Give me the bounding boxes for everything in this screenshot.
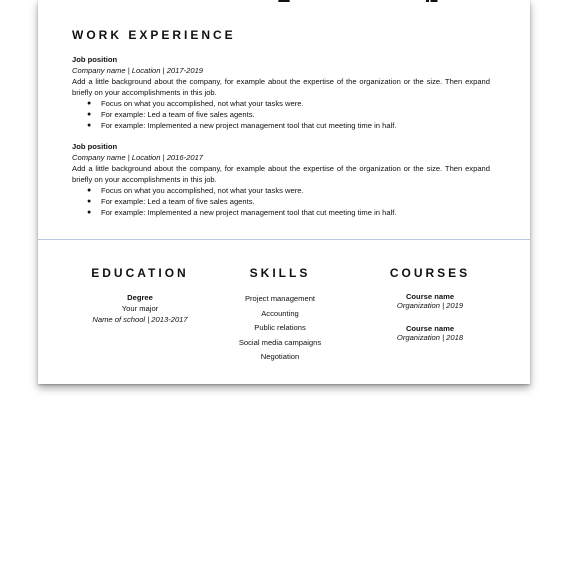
- contact-icons-row: [38, 0, 530, 6]
- course-org: Organization | 2019: [396, 301, 464, 310]
- course-org: Organization | 2018: [396, 333, 464, 342]
- bullet-item: ● For example: Implemented a new project management tool that cut meeting time in half.: [87, 121, 397, 130]
- education-heading: EDUCATION: [91, 266, 189, 280]
- bullet-item: ● For example: Implemented a new project management tool that cut meeting time in half.: [87, 208, 397, 217]
- phone-icon: [167, 0, 179, 4]
- skill-item: Public relations: [254, 323, 306, 332]
- bullet-item: ● Focus on what you accomplished, not what your tasks were.: [87, 99, 304, 108]
- bullet-item: ● Focus on what you accomplished, not what your tasks were.: [87, 186, 304, 195]
- job-description: Add a little background about the company, for example about the expertise of the organization or the size. Then expand briefly on your accomplishments in this job.: [72, 77, 490, 97]
- course-name: Course name: [405, 324, 455, 333]
- skill-item: Negotiation: [260, 352, 300, 361]
- education-degree: Degree: [127, 293, 153, 302]
- courses-section: [348, 266, 512, 356]
- skill-item: Project management: [244, 294, 316, 303]
- job-entry: [72, 54, 490, 131]
- job-entry: [72, 141, 490, 218]
- linkedin-icon: [426, 0, 438, 4]
- bullet-item: ● For example: Led a team of five sales agents.: [87, 110, 255, 119]
- bullet-item: ● For example: Led a team of five sales agents.: [87, 197, 255, 206]
- job-meta: Company name | Location | 2017-2019: [72, 66, 204, 75]
- skill-item: Social media campaigns: [238, 337, 322, 347]
- skills-heading: SKILLS: [249, 266, 311, 280]
- section-divider: [38, 239, 530, 240]
- education-school: Name of school | 2013-2017: [92, 315, 188, 324]
- mail-icon: [278, 0, 290, 4]
- education-major: Your major: [121, 304, 159, 313]
- course-name: Course name: [405, 292, 455, 301]
- job-bullets: [72, 98, 490, 131]
- job-description: Add a little background about the company, for example about the expertise of the organization or the size. Then expand briefly on your accomplishments in this job.: [72, 164, 490, 184]
- job-bullets: [72, 185, 490, 218]
- work-experience-heading: WORK EXPERIENCE: [72, 28, 236, 42]
- job-position: Job position: [72, 55, 118, 64]
- skills-section: [198, 266, 362, 365]
- skill-item: Accounting: [261, 308, 299, 318]
- resume-page: [38, 0, 530, 384]
- job-position: Job position: [72, 142, 118, 151]
- job-meta: Company name | Location | 2016-2017: [72, 153, 204, 162]
- courses-heading: COURSES: [389, 266, 471, 280]
